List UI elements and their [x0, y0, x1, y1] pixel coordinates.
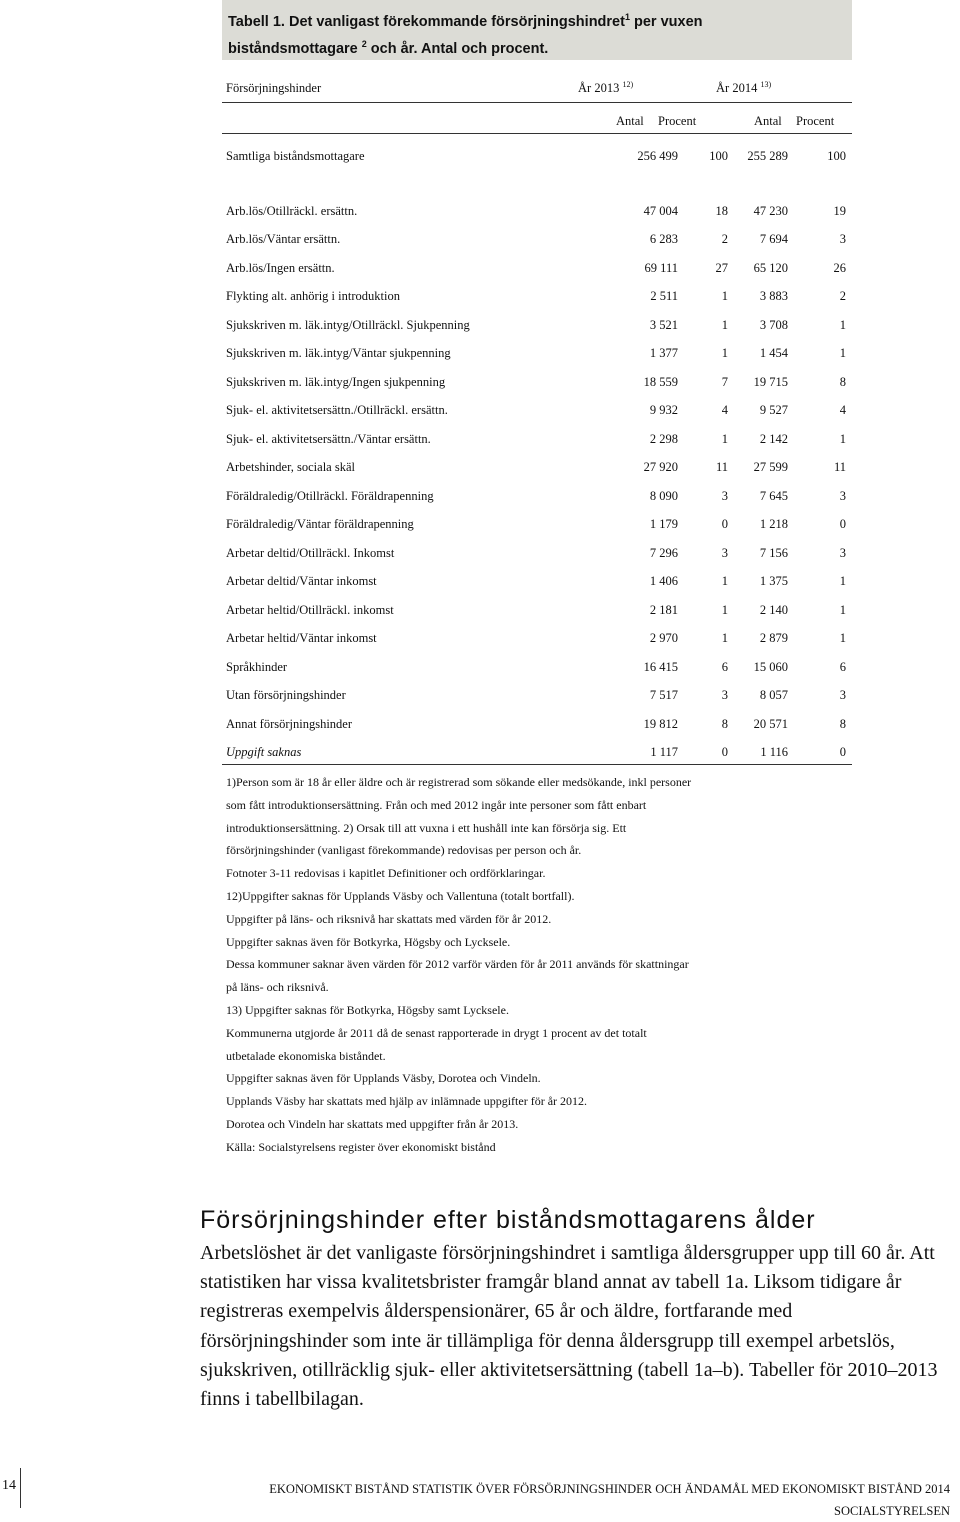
cell-p2014: 1	[839, 431, 846, 446]
row-label: Arbetshinder, sociala skäl	[226, 460, 355, 474]
cell-a2013: 7 296	[649, 545, 678, 560]
table-row	[222, 394, 852, 423]
table-row	[222, 707, 852, 736]
cell-a2013: 1 406	[649, 574, 678, 588]
cell-p2014: 6	[839, 659, 846, 674]
cell-p2013: 1	[721, 631, 728, 645]
cell-p2013: 7	[721, 374, 728, 389]
row-label: Sjukskriven m. läk.intyg/Otillräckl. Sjukpenning	[226, 317, 470, 332]
cell-p2014: 3	[839, 488, 846, 503]
footer-publisher: SOCIALSTYRELSEN	[834, 1504, 950, 1518]
row-label: Föräldraledig/Otillräckl. Föräldrapenning	[226, 488, 434, 503]
table-row	[222, 337, 852, 366]
row-label: Arbetar deltid/Otillräckl. Inkomst	[226, 545, 395, 560]
table-row	[222, 565, 852, 594]
note-line: Dessa kommuner saknar även värden för 2012 varför värden för år 2011 används för skattningar	[226, 957, 689, 972]
cell-a2014: 1 375	[759, 574, 788, 588]
cell-p2014: 1	[839, 574, 846, 588]
table-header-subcolumns	[222, 103, 852, 134]
cell-p2013: 1	[721, 317, 728, 332]
cell-a2013: 1 117	[650, 745, 678, 759]
cell-p2013: 2	[721, 232, 728, 246]
cell-a2014: 2 140	[759, 602, 788, 617]
row-label: Arb.lös/Otillräckl. ersättn.	[226, 203, 358, 218]
cell-a2013: 27 920	[643, 460, 678, 474]
cell-a2013: 9 932	[649, 403, 678, 417]
row-label: Annat försörjningshinder	[226, 716, 353, 731]
note-line: Uppgifter på läns- och riksnivå har skattats med värden för år 2012.	[226, 911, 552, 926]
cell-a2014: 19 715	[753, 374, 788, 389]
subhead-procent-2013: Procent	[658, 114, 697, 128]
column-header-label: Försörjningshinder	[226, 81, 322, 95]
subhead-antal-2013: Antal	[616, 114, 644, 128]
cell-a2013: 16 415	[643, 659, 678, 674]
table-row	[222, 736, 852, 765]
cell-a2014: 20 571	[753, 716, 788, 731]
cell-a2013: 7 517	[649, 688, 678, 702]
page-number: 14	[2, 1478, 16, 1493]
note-line: Källa: Socialstyrelsens register över ekonomiskt bistånd	[226, 1139, 496, 1154]
table-row	[222, 451, 852, 480]
cell-a2013: 2 970	[649, 631, 678, 645]
cell-a2013: 2 511	[650, 289, 678, 303]
cell-a2013: 69 111	[644, 260, 678, 275]
row-label: Föräldraledig/Väntar föräldrapenning	[226, 517, 414, 531]
row-label: Språkhinder	[226, 659, 288, 674]
cell-p2013: 1	[721, 431, 728, 446]
cell-a2013: 19 812	[643, 716, 678, 731]
cell-a2013: 1 377	[649, 346, 678, 360]
cell-a2013: 2 298	[649, 431, 678, 446]
table-row	[222, 365, 852, 394]
cell-a2014: 65 120	[753, 260, 788, 275]
data-table	[222, 0, 852, 1159]
table-title: Tabell 1. Det vanligast förekommande försörjningshindret$^1$ per vuxen biståndsmottagare $^2$ och år. Antal och procent.	[228, 12, 703, 57]
subhead-antal-2014: Antal	[754, 114, 782, 128]
cell-a2013: 6 283	[649, 232, 678, 246]
cell-p2014: 1	[839, 631, 846, 645]
note-line: 13) Uppgifter saknas för Botkyrka, Högsby samt Lycksele.	[226, 1002, 509, 1017]
cell-a2014: 9 527	[759, 403, 788, 417]
section-heading: Försörjningshinder efter biståndsmottagarens ålder	[200, 1206, 816, 1234]
cell-p2014: 19	[833, 203, 846, 218]
table-header-years	[222, 60, 852, 103]
cell-a2014: 1 218	[759, 517, 788, 531]
page-footer	[269, 1478, 950, 1522]
row-label: Sjukskriven m. läk.intyg/Väntar sjukpenning	[226, 346, 451, 360]
table-spacer	[222, 168, 852, 194]
cell-p2014: 3	[839, 545, 846, 560]
cell-p2013: 4	[721, 403, 728, 417]
cell-a2014: 8 057	[759, 688, 788, 702]
note-line: Kommunerna utgjorde år 2011 då de senast rapporterade in drygt 1 procent av det totalt	[226, 1025, 647, 1040]
table-title-box	[222, 0, 852, 60]
subhead-procent-2014: Procent	[796, 114, 835, 128]
footer-divider	[20, 1468, 21, 1508]
cell-p2014: 8	[839, 374, 846, 389]
cell-a2013: 18 559	[643, 374, 678, 389]
cell-p2013: 1	[721, 602, 728, 617]
cell-a2014: 7 645	[759, 488, 788, 503]
cell-p2014: 1	[839, 602, 846, 617]
cell-p2014: 8	[839, 716, 846, 731]
cell-p2013: 3	[721, 545, 728, 560]
cell-a2013: 47 004	[643, 203, 678, 218]
note-line: utbetalade ekonomiska biståndet.	[226, 1048, 386, 1063]
row-label: Arbetar deltid/Väntar inkomst	[226, 574, 377, 588]
cell-p2013: 0	[721, 745, 728, 759]
cell-p2013: 1	[721, 574, 728, 588]
cell-a2013: 2 181	[649, 602, 678, 617]
note-line: försörjningshinder (vanligast förekommande) redovisas per person och år.	[226, 843, 582, 858]
row-label: Arbetar heltid/Otillräckl. inkomst	[226, 602, 394, 617]
note-line: introduktionsersättning. 2) Orsak till att vuxna i ett hushåll inte kan försörja sig. Ett	[226, 820, 627, 835]
table-row	[222, 422, 852, 451]
cell-p2013: 8	[721, 716, 728, 731]
note-line: Fotnoter 3-11 redovisas i kapitlet Definitioner och ordförklaringar.	[226, 866, 546, 881]
cell-p2013: 0	[721, 517, 728, 531]
note-line: på läns- och riksnivå.	[226, 980, 329, 995]
table-row	[222, 593, 852, 622]
cell-a2014: 7 694	[759, 232, 788, 246]
cell-p2013: 1	[721, 346, 728, 360]
cell-a2014: 1 116	[760, 745, 788, 759]
cell-p2014: 4	[839, 403, 846, 417]
table-row	[222, 194, 852, 223]
note-line: 1)Person som är 18 år eller äldre och är registrerad som sökande eller medsökande, inkl personer	[226, 775, 692, 789]
cell-a2013: 3 521	[649, 317, 678, 332]
column-header-2014: År 2014 $^{13)}$	[716, 79, 772, 95]
cell-p2014: 1	[839, 317, 846, 332]
row-label: Sjuk- el. aktivitetsersättn./Väntar ersättn.	[226, 431, 431, 446]
section-paragraph: Arbetslöshet är det vanligaste försörjningshindret i samtliga åldersgrupper upp till 60 år. Att statistiken har vissa kvalitetsbrister framgår bland annat av tabell 1a. Liksom tidigare år registreras exempelvis ålderspensionärer, 65 år och äldre, fortfarande med försörjningshinder som inte är tillämpliga för denna åldersgrupp till exempel arbetslös, sjukskriven, otillräcklig sjuk- eller aktivitetsersättning (tabell 1a–b). Tabeller för 2010–2013 finns i tabellbilagan.	[200, 1242, 938, 1411]
cell-p2014: 0	[839, 745, 846, 759]
cell-a2014: 3 708	[759, 317, 788, 332]
table-row	[222, 280, 852, 309]
cell-p2014: 26	[833, 260, 846, 275]
note-line: Dorotea och Vindeln har skattats med uppgifter från år 2013.	[226, 1116, 519, 1131]
table-row	[222, 479, 852, 508]
row-label: Arb.lös/Ingen ersättn.	[226, 260, 335, 275]
table-row	[222, 536, 852, 565]
cell-a2014: 1 454	[759, 346, 788, 360]
table-row	[222, 650, 852, 679]
cell-a2013: 8 090	[649, 488, 678, 503]
cell-a2014: 47 230	[753, 203, 788, 218]
table-row	[222, 622, 852, 651]
cell-p2014: 0	[839, 517, 846, 531]
footer-publication: EKONOMISKT BISTÅND STATISTIK ÖVER FÖRSÖRJNINGSHINDER OCH ÄNDAMÅL MED EKONOMISKT BISTÅND 2014	[269, 1482, 950, 1496]
cell-p2013: 11	[715, 460, 728, 474]
cell-a2014: 2 879	[759, 631, 788, 645]
cell-p2013: 6	[721, 659, 728, 674]
note-line: Upplands Väsby har skattats med hjälp av inlämnade uppgifter för år 2012.	[226, 1094, 588, 1109]
cell-a2014: 3 883	[759, 289, 788, 303]
cell-p2013: 3	[721, 488, 728, 503]
cell-p2014: 2	[839, 289, 846, 303]
cell-a2014: 2 142	[759, 431, 788, 446]
row-label: Utan försörjningshinder	[226, 688, 346, 702]
cell-a2014: 7 156	[759, 545, 788, 560]
row-label: Sjukskriven m. läk.intyg/Ingen sjukpenning	[226, 374, 446, 389]
row-label: Arbetar heltid/Väntar inkomst	[226, 631, 377, 645]
cell-p2014: 3	[839, 688, 846, 702]
cell-p2014: 3	[839, 232, 846, 246]
row-label: Uppgift saknas	[226, 745, 302, 759]
note-line: som fått introduktionsersättning. Från och med 2012 ingår inte personer som fått enbart	[226, 797, 647, 812]
cell-p2014: 1	[839, 346, 846, 360]
note-line: Uppgifter saknas även för Botkyrka, Högsby och Lycksele.	[226, 934, 511, 949]
cell-p2013: 3	[721, 688, 728, 702]
cell-p2014: 11	[833, 460, 846, 474]
row-label: Sjuk- el. aktivitetsersättn./Otillräckl. ersättn.	[226, 403, 448, 417]
note-line: 12)Uppgifter saknas för Upplands Väsby och Vallentuna (totalt bortfall).	[226, 888, 575, 903]
table-row	[222, 508, 852, 537]
cell-p2013: 18	[715, 203, 728, 218]
note-line: Uppgifter saknas även för Upplands Väsby, Dorotea och Vindeln.	[226, 1071, 541, 1086]
table-row	[222, 679, 852, 708]
table-row	[222, 308, 852, 337]
row-label: Arb.lös/Väntar ersättn.	[226, 232, 341, 246]
section	[200, 1200, 940, 1414]
cell-a2013: 1 179	[649, 517, 678, 531]
table-body	[222, 194, 852, 764]
cell-a2014: 27 599	[753, 460, 788, 474]
column-header-2013: År 2013 $^{12)}$	[578, 79, 634, 95]
table-row	[222, 251, 852, 280]
cell-p2013: 27	[715, 260, 728, 275]
row-label: Flykting alt. anhörig i introduktion	[226, 289, 400, 303]
cell-a2014: 15 060	[753, 659, 788, 674]
table-row-total: Samtliga biståndsmottagare 256 499 100 255 289 100	[226, 149, 846, 163]
table-notes	[222, 764, 852, 1159]
cell-p2013: 1	[721, 289, 728, 303]
table-row	[222, 223, 852, 252]
